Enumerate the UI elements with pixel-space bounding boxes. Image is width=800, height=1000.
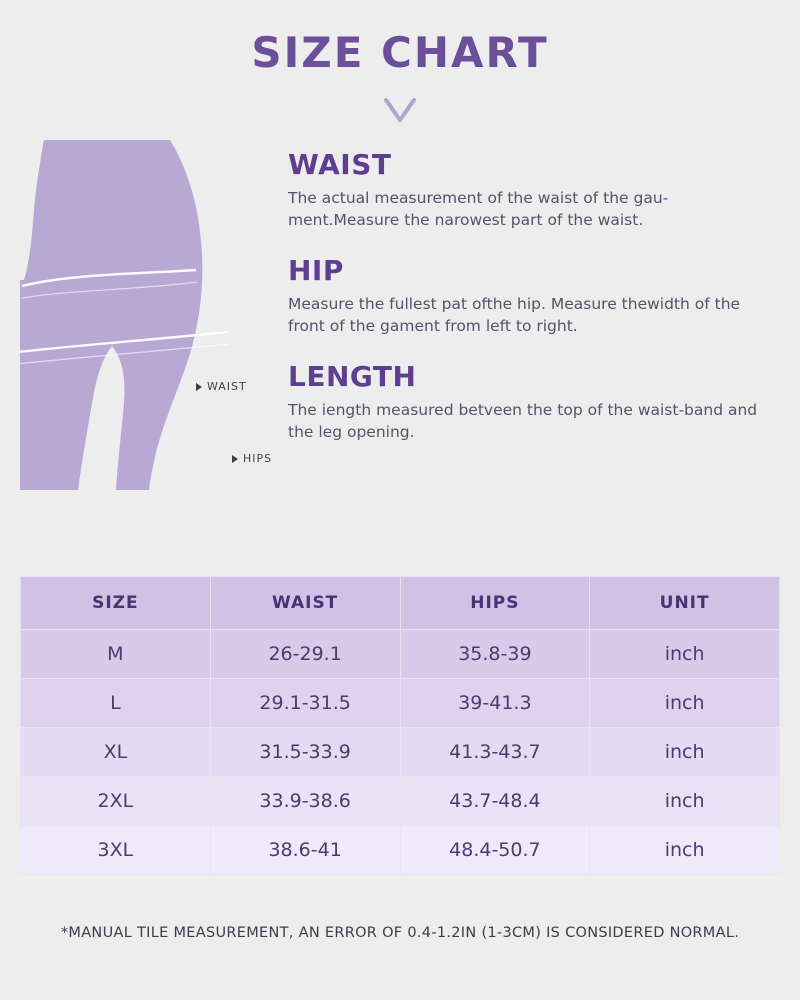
- table-header-size: SIZE: [21, 577, 211, 630]
- table-cell-waist: 29.1-31.5: [210, 679, 400, 728]
- definition-length-body: The iength measured betveen the top of the waist-band and the leg opening.: [288, 400, 758, 442]
- body-figure: [0, 140, 273, 490]
- table-cell-hips: 39-41.3: [400, 679, 590, 728]
- table-row: [21, 826, 780, 875]
- callout-hips: [232, 452, 272, 465]
- table-cell-hips: 35.8-39: [400, 630, 590, 679]
- table-header-hips: HIPS: [400, 577, 590, 630]
- table-row: [21, 777, 780, 826]
- definition-hip-body: Measure the fullest pat ofthe hip. Measure thewidth of the front of the gament from left to right.: [288, 294, 741, 336]
- arrow-icon: [196, 383, 202, 391]
- table-row: [21, 679, 780, 728]
- arrow-icon: [232, 455, 238, 463]
- table-cell-waist: 38.6-41: [210, 826, 400, 875]
- hero-section: [0, 140, 800, 490]
- table-cell-unit: inch: [590, 630, 780, 679]
- table-cell-size: XL: [21, 728, 211, 777]
- table-cell-size: M: [21, 630, 211, 679]
- table-cell-waist: 26-29.1: [210, 630, 400, 679]
- table-cell-hips: 48.4-50.7: [400, 826, 590, 875]
- table-header-row: [21, 577, 780, 630]
- page-title: SIZE CHART: [251, 28, 549, 77]
- table-cell-unit: inch: [590, 728, 780, 777]
- definition-hip-heading: HIP: [288, 253, 344, 287]
- table-cell-unit: inch: [590, 679, 780, 728]
- table-cell-hips: 43.7-48.4: [400, 777, 590, 826]
- definition-waist-heading: WAIST: [288, 148, 392, 181]
- table-cell-waist: 31.5-33.9: [210, 728, 400, 777]
- size-table-container: [20, 576, 780, 875]
- table-cell-unit: inch: [590, 826, 780, 875]
- table-header-waist: WAIST: [210, 577, 400, 630]
- table-cell-waist: 33.9-38.6: [210, 777, 400, 826]
- table-cell-hips: 41.3-43.7: [400, 728, 590, 777]
- callout-waist-label: WAIST: [207, 380, 247, 393]
- table-row: [21, 728, 780, 777]
- table-cell-size: 2XL: [21, 777, 211, 826]
- definition-waist-body: The actual measurement of the waist of the gau-ment.Measure the narowest part of the waist.: [288, 189, 669, 230]
- table-header-unit: UNIT: [590, 577, 780, 630]
- size-table: [20, 576, 780, 875]
- table-row: [21, 630, 780, 679]
- measurement-note: *MANUAL TILE MEASUREMENT, AN ERROR OF 0.4-1.2IN (1-3CM) IS CONSIDERED NORMAL.: [60, 925, 740, 941]
- chevron-down-icon: [0, 96, 800, 130]
- table-cell-size: L: [21, 679, 211, 728]
- definition-waist: [288, 148, 774, 232]
- callout-hips-label: HIPS: [243, 452, 273, 465]
- definitions-list: [288, 148, 774, 444]
- table-cell-size: 3XL: [21, 826, 211, 875]
- definition-hip: [288, 254, 774, 338]
- definition-length-heading: LENGTH: [288, 359, 417, 393]
- definition-length: [288, 360, 774, 444]
- table-cell-unit: inch: [590, 777, 780, 826]
- callout-waist: [196, 380, 247, 393]
